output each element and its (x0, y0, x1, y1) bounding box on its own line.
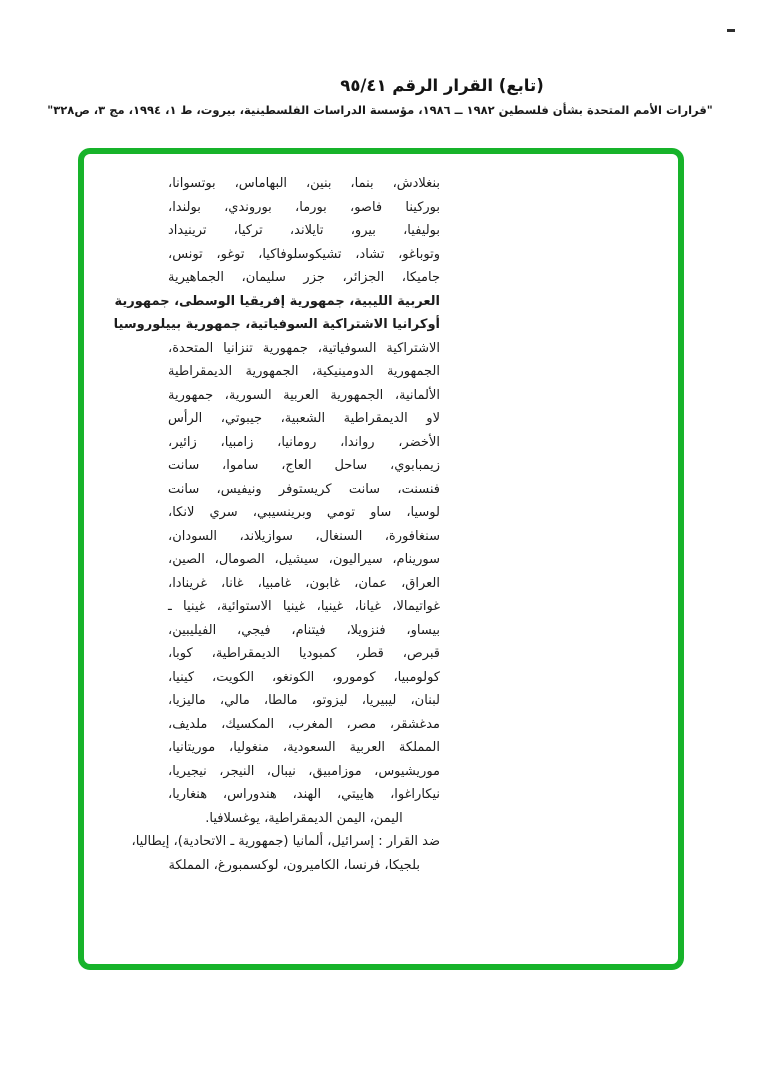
country-list-line: وتوباغو، تشاد، تشيكوسلوفاكيا، توغو، تونس، (168, 246, 440, 262)
country-list-line: المملكة العربية السعودية، منغوليا، موريتانيا، (168, 740, 440, 755)
country-list-line: بنغلادش، بنما، بنين، البهاماس، بوتسوانا، (168, 176, 440, 191)
country-list-line: جاميكا، الجزائر، جزر سليمان، الجماهيرية (168, 270, 440, 285)
country-list-column (113, 172, 440, 877)
country-list-line: سورينام، سيراليون، سيشيل، الصومال، الصين، (168, 552, 440, 567)
page-corner-mark (727, 29, 735, 32)
country-list-line: قبرص، قطر، كمبوديا الديمقراطية، كوبا، (168, 646, 440, 661)
country-list-line: لوسيا، ساو تومي وبرينسيبي، سري لانكا، (168, 505, 440, 520)
country-list-line: كولومبيا، كومورو، الكونغو، الكويت، كينيا، (168, 669, 440, 685)
country-list-line: لاو الديمقراطية الشعبية، جيبوتي، الرأس (168, 411, 440, 426)
country-list-line: الجمهورية الدومينيكية، الجمهورية الديمقراطية (168, 364, 440, 379)
country-list-line: مدغشقر، مصر، المغرب، المكسيك، ملديف، (168, 716, 440, 732)
country-list-line: لبنان، ليبيريا، ليزوتو، مالطا، مالي، ماليزيا، (168, 693, 440, 708)
country-list-line: الألمانية، الجمهورية العربية السورية، جمهورية (168, 387, 440, 403)
country-list-line: سنغافورة، السنغال، سوازيلاند، السودان، (168, 528, 440, 544)
resolution-title: (تابع) القرار الرقم ٩٥/٤١ (340, 76, 544, 95)
against-resolution-continuation-line: بلجيكا، فرنسا، الكاميرون، لوكسمبورغ، المملكة (168, 857, 420, 873)
country-list-line: نيكاراغوا، هاييتي، الهند، هندوراس، هنغاريا، (168, 787, 440, 802)
country-list-line: العراق، عمان، غابون، غامبيا، غانا، غرينادا، (168, 575, 440, 591)
country-list-line: موريشيوس، موزامبيق، نيبال، النيجر، نيجيريا، (168, 763, 440, 779)
country-list-line: الاشتراكية السوفياتية، جمهورية تنزانيا المتحدة، (168, 340, 440, 356)
country-list-line: بيساو، فنزويلا، فيتنام، فيجي، الفيليبين، (168, 622, 440, 638)
country-list-line: غواتيمالا، غيانا، غينيا، غينيا الاستوائية، غينيا ـ (168, 599, 440, 614)
country-list-last-line: اليمن، اليمن الديمقراطية، يوغسلافيا. (205, 810, 403, 826)
country-list-line: بوليفيا، بيرو، تايلاند، تركيا، ترينيداد (168, 223, 440, 238)
country-list-line: أوكرانيا الاشتراكية السوفياتية، جمهورية بييلوروسيا (113, 317, 440, 332)
against-resolution-line: ضد القرار : إسرائيل، ألمانيا (جمهورية ـ الاتحادية)، إيطاليا، (131, 834, 440, 849)
source-citation-line: "قرارات الأمم المتحدة بشأن فلسطين ١٩٨٢ ــ ١٩٨٦، مؤسسة الدراسات الفلسطينية، بيروت، ط ١، ١٩٩٤، مج ٣، ص٣٢٨" (47, 103, 713, 117)
country-list-line: فنسنت، سانت كريستوفر ونيفيس، سانت (168, 481, 440, 497)
country-list-line: بوركينا فاصو، بورما، بوروندي، بولندا، (168, 199, 440, 215)
country-list-line: الأخضر، رواندا، رومانيا، زامبيا، زائير، (168, 434, 440, 450)
country-list-line: العربية الليبية، جمهورية إفريقيا الوسطى، جمهورية (114, 293, 440, 309)
country-list-line: زيمبابوي، ساحل العاج، ساموا، سانت (168, 458, 440, 473)
